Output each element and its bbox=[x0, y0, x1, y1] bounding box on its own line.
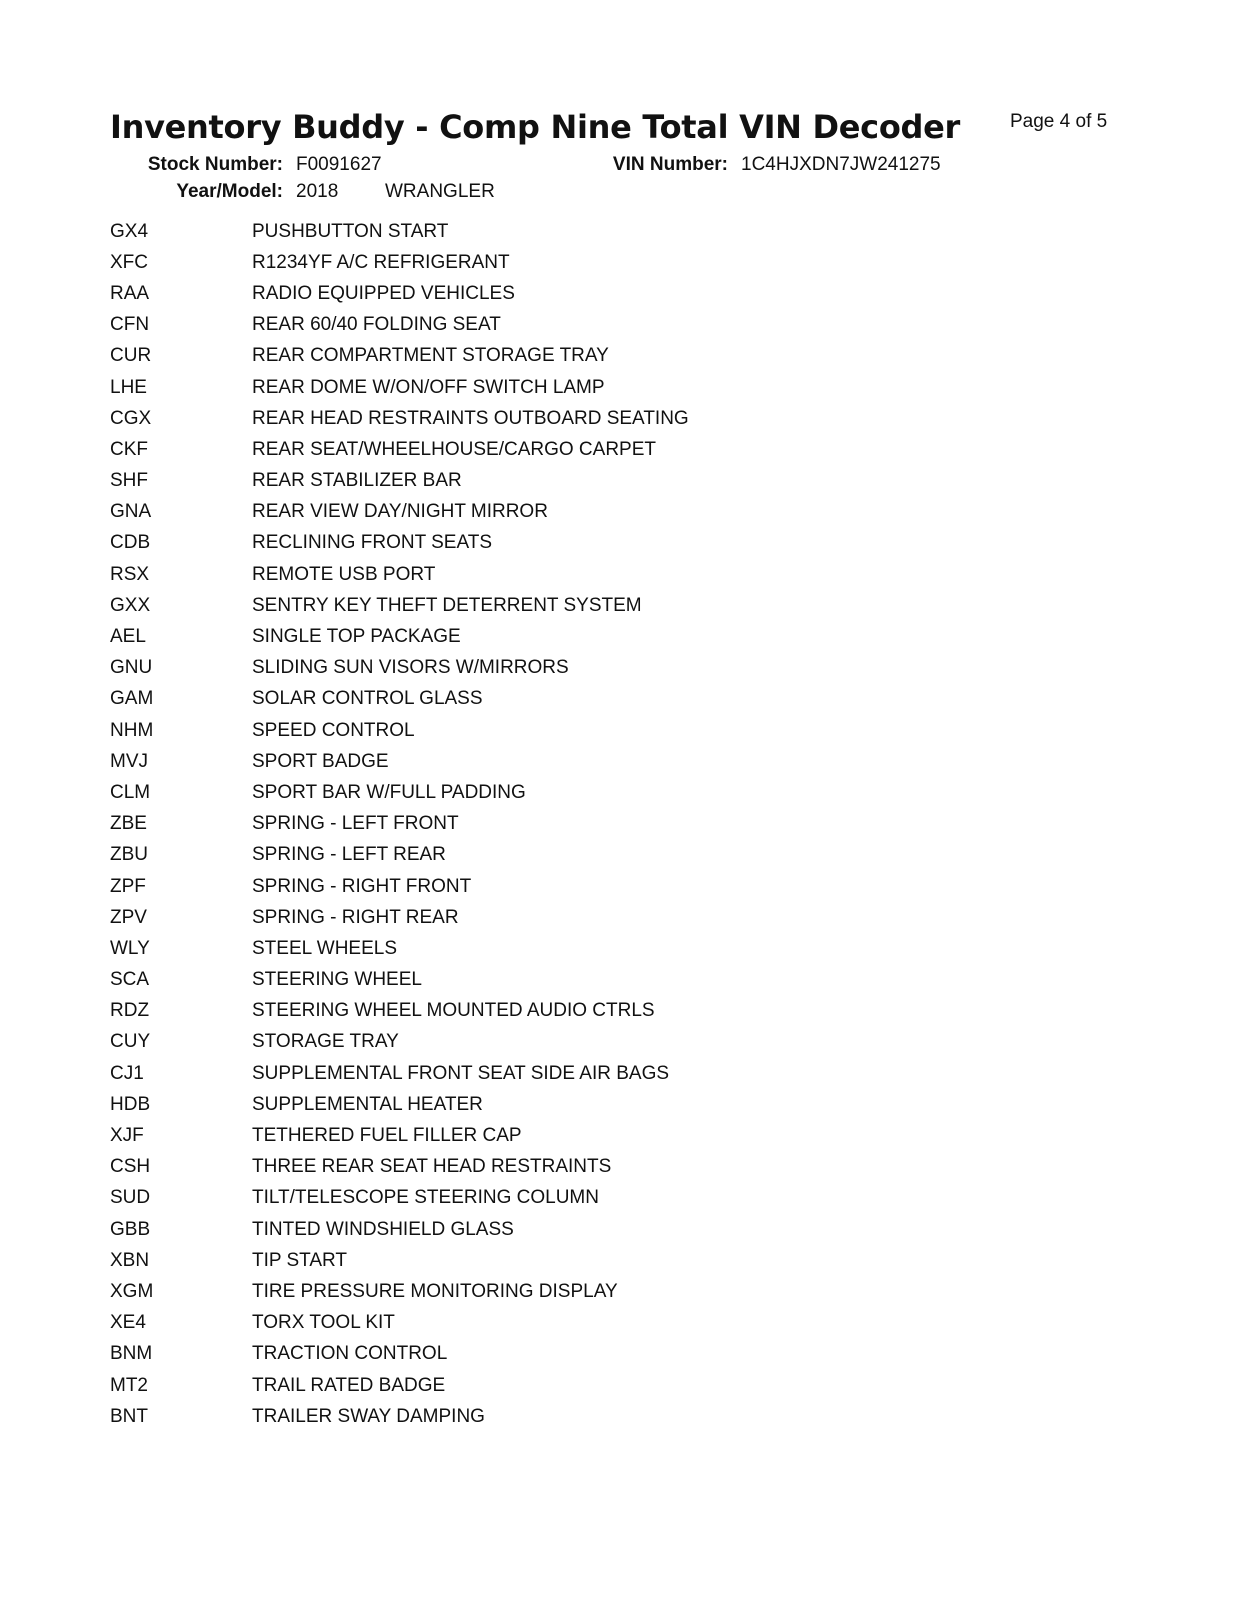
option-row bbox=[110, 1183, 689, 1214]
stock-number-label: Stock Number: bbox=[147, 154, 283, 175]
option-code: GAM bbox=[110, 688, 154, 710]
option-code: ZBU bbox=[110, 844, 148, 866]
option-row bbox=[110, 1370, 689, 1401]
option-row bbox=[110, 1058, 689, 1089]
option-code: CLM bbox=[110, 781, 151, 803]
option-row bbox=[110, 996, 689, 1027]
option-code: NHM bbox=[110, 719, 154, 741]
option-description: TILT/TELESCOPE STEERING COLUMN bbox=[252, 1187, 599, 1209]
option-code: SHF bbox=[110, 470, 148, 492]
option-description: SENTRY KEY THEFT DETERRENT SYSTEM bbox=[252, 594, 642, 616]
model-value: WRANGLER bbox=[385, 181, 495, 202]
page-title: Inventory Buddy - Comp Nine Total VIN Decoder bbox=[110, 108, 961, 146]
option-row bbox=[110, 1152, 689, 1183]
option-row bbox=[110, 341, 689, 372]
option-description: SUPPLEMENTAL FRONT SEAT SIDE AIR BAGS bbox=[252, 1062, 670, 1084]
option-row bbox=[110, 528, 689, 559]
option-code: LHE bbox=[110, 376, 147, 398]
option-description: TRAILER SWAY DAMPING bbox=[252, 1405, 485, 1427]
vin-number-value: 1C4HJXDN7JW241275 bbox=[741, 154, 941, 175]
option-code: XJF bbox=[110, 1125, 144, 1147]
option-description: SPORT BAR W/FULL PADDING bbox=[252, 781, 526, 803]
option-description: STEEL WHEELS bbox=[252, 937, 398, 959]
option-description: REAR COMPARTMENT STORAGE TRAY bbox=[252, 345, 609, 367]
option-row bbox=[110, 247, 689, 278]
option-description: STORAGE TRAY bbox=[252, 1031, 399, 1053]
option-code: CJ1 bbox=[110, 1062, 144, 1084]
option-row bbox=[110, 1276, 689, 1307]
option-code: CKF bbox=[110, 438, 148, 460]
option-row bbox=[110, 715, 689, 746]
option-code: ZBE bbox=[110, 813, 147, 835]
option-description: TORX TOOL KIT bbox=[252, 1312, 395, 1334]
option-description: STEERING WHEEL bbox=[252, 969, 422, 991]
option-code: RAA bbox=[110, 282, 150, 304]
option-row bbox=[110, 434, 689, 465]
option-description: SLIDING SUN VISORS W/MIRRORS bbox=[252, 657, 569, 679]
option-description: REAR VIEW DAY/NIGHT MIRROR bbox=[252, 501, 548, 523]
option-row bbox=[110, 1027, 689, 1058]
option-code: XBN bbox=[110, 1249, 150, 1271]
option-description: PUSHBUTTON START bbox=[252, 220, 449, 242]
option-row bbox=[110, 1089, 689, 1120]
option-code: MVJ bbox=[110, 750, 148, 772]
option-description: TRACTION CONTROL bbox=[252, 1343, 448, 1365]
option-description: SOLAR CONTROL GLASS bbox=[252, 688, 483, 710]
option-row bbox=[110, 1401, 689, 1432]
option-description: SPORT BADGE bbox=[252, 750, 389, 772]
option-row bbox=[110, 403, 689, 434]
option-description: SUPPLEMENTAL HEATER bbox=[252, 1093, 483, 1115]
option-code: CUY bbox=[110, 1031, 151, 1053]
option-row bbox=[110, 1120, 689, 1151]
year-value: 2018 bbox=[296, 181, 339, 202]
option-description: SINGLE TOP PACKAGE bbox=[252, 626, 461, 648]
option-row bbox=[110, 1214, 689, 1245]
option-row bbox=[110, 466, 689, 497]
option-row bbox=[110, 653, 689, 684]
option-code: CUR bbox=[110, 345, 152, 367]
option-description: REAR SEAT/WHEELHOUSE/CARGO CARPET bbox=[252, 438, 656, 460]
option-code: HDB bbox=[110, 1093, 151, 1115]
option-row bbox=[110, 310, 689, 341]
option-description: REAR DOME W/ON/OFF SWITCH LAMP bbox=[252, 376, 605, 398]
option-code: WLY bbox=[110, 937, 150, 959]
option-row bbox=[110, 840, 689, 871]
option-description: TRAIL RATED BADGE bbox=[252, 1374, 446, 1396]
option-row bbox=[110, 497, 689, 528]
option-code: XE4 bbox=[110, 1312, 146, 1334]
option-description: SPRING - RIGHT FRONT bbox=[252, 875, 472, 897]
option-code: BNM bbox=[110, 1343, 153, 1365]
option-description: TIP START bbox=[252, 1249, 348, 1271]
option-row bbox=[110, 965, 689, 996]
option-row bbox=[110, 871, 689, 902]
option-description: TETHERED FUEL FILLER CAP bbox=[252, 1125, 522, 1147]
option-row bbox=[110, 1245, 689, 1276]
option-code: ZPF bbox=[110, 875, 146, 897]
option-description: SPRING - RIGHT REAR bbox=[252, 906, 459, 928]
option-row bbox=[110, 216, 689, 247]
option-description: STEERING WHEEL MOUNTED AUDIO CTRLS bbox=[252, 1000, 655, 1022]
year-model-label: Year/Model: bbox=[176, 181, 283, 202]
option-row bbox=[110, 746, 689, 777]
option-code: SUD bbox=[110, 1187, 151, 1209]
option-code-list bbox=[110, 216, 689, 1432]
option-row bbox=[110, 278, 689, 309]
option-code: XFC bbox=[110, 251, 148, 273]
stock-number-value: F0091627 bbox=[296, 154, 382, 175]
option-description: SPEED CONTROL bbox=[252, 719, 415, 741]
option-code: CDB bbox=[110, 532, 151, 554]
option-row bbox=[110, 933, 689, 964]
option-description: REMOTE USB PORT bbox=[252, 563, 436, 585]
option-code: GX4 bbox=[110, 220, 149, 242]
option-code: GNU bbox=[110, 657, 153, 679]
option-row bbox=[110, 902, 689, 933]
option-row bbox=[110, 559, 689, 590]
option-code: CGX bbox=[110, 407, 152, 429]
option-code: CFN bbox=[110, 314, 150, 336]
option-description: REAR 60/40 FOLDING SEAT bbox=[252, 314, 501, 336]
option-description: REAR HEAD RESTRAINTS OUTBOARD SEATING bbox=[252, 407, 689, 429]
option-code: CSH bbox=[110, 1156, 151, 1178]
option-code: GXX bbox=[110, 594, 151, 616]
option-description: TINTED WINDSHIELD GLASS bbox=[252, 1218, 514, 1240]
option-row bbox=[110, 1339, 689, 1370]
option-code: RDZ bbox=[110, 1000, 150, 1022]
option-row bbox=[110, 372, 689, 403]
option-row bbox=[110, 809, 689, 840]
option-row bbox=[110, 1308, 689, 1339]
option-code: MT2 bbox=[110, 1374, 148, 1396]
option-code: RSX bbox=[110, 563, 150, 585]
option-row bbox=[110, 684, 689, 715]
option-row bbox=[110, 777, 689, 808]
option-description: THREE REAR SEAT HEAD RESTRAINTS bbox=[252, 1156, 612, 1178]
option-row bbox=[110, 621, 689, 652]
option-row bbox=[110, 590, 689, 621]
option-code: AEL bbox=[110, 626, 146, 648]
option-description: SPRING - LEFT FRONT bbox=[252, 813, 459, 835]
option-description: R1234YF A/C REFRIGERANT bbox=[252, 251, 510, 273]
option-description: TIRE PRESSURE MONITORING DISPLAY bbox=[252, 1280, 618, 1302]
page-number: Page 4 of 5 bbox=[1010, 111, 1108, 132]
option-code: SCA bbox=[110, 969, 150, 991]
option-code: XGM bbox=[110, 1280, 154, 1302]
option-description: RECLINING FRONT SEATS bbox=[252, 532, 492, 554]
option-code: BNT bbox=[110, 1405, 148, 1427]
option-code: ZPV bbox=[110, 906, 147, 928]
option-description: REAR STABILIZER BAR bbox=[252, 470, 462, 492]
vin-number-label: VIN Number: bbox=[612, 154, 728, 175]
option-description: RADIO EQUIPPED VEHICLES bbox=[252, 282, 515, 304]
option-description: SPRING - LEFT REAR bbox=[252, 844, 446, 866]
option-code: GBB bbox=[110, 1218, 151, 1240]
option-code: GNA bbox=[110, 501, 152, 523]
